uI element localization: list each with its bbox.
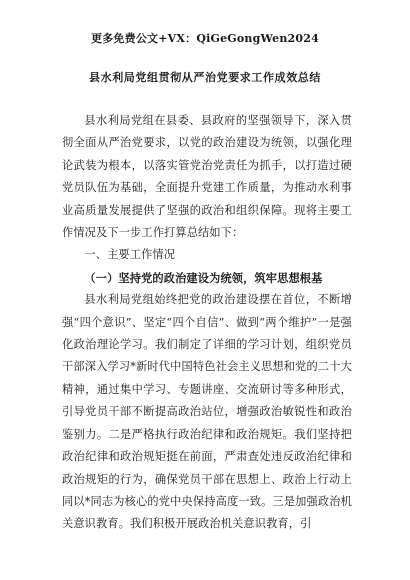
body-paragraph: 县水利局党组始终把党的政治建设摆在首位，不断增强“四个意识”、坚定“四个自信”、做到“两个维护”一是强化政治理论学习。我们制定了详细的学习计划，组织党员干部深入学习*新时代中国特色社会主义思想和党的二十大精神，通过集中学习、专题讲座、交流研讨等多种形式，引导党员干部不断提高政治站位，增强政治敏锐性和政治鉴别力。二是严格执行政治纪律和政治规矩。我们坚持把政治纪律和政治规矩挺在前面，严肃查处违反政治纪律和政治规矩的行为，确保党员干部在思想上、政治上行动上同以*同志为核心的党中央保持高度一致。三是加强政治机关意识教育。我们积极开展政治机关意识教育，引	[62, 293, 352, 531]
document-title: 县水利局党组贯彻从严治党要求工作成效总结	[89, 71, 321, 84]
section-heading: 一、主要工作情况	[84, 248, 176, 262]
watermark-header: 更多免费公文+VX：QiGeGongWen2024	[91, 32, 319, 45]
document-body	[62, 110, 352, 536]
intro-paragraph: 县水利局党组在县委、县政府的坚强领导下，深入贯彻全面从严治党要求，以党的政治建设为统领，以强化理论武装为根本，以落实管党治党责任为抓手，以打造过硬党员队伍为基础，全面提升党建工作质量，为推动水利事业高质量发展提供了坚强的政治和组织保障。现将主要工作情况及下一步工作打算总结如下：	[62, 114, 352, 240]
subsection-heading: （一）坚持党的政治建设为统领，筑牢思想根基	[84, 270, 323, 285]
